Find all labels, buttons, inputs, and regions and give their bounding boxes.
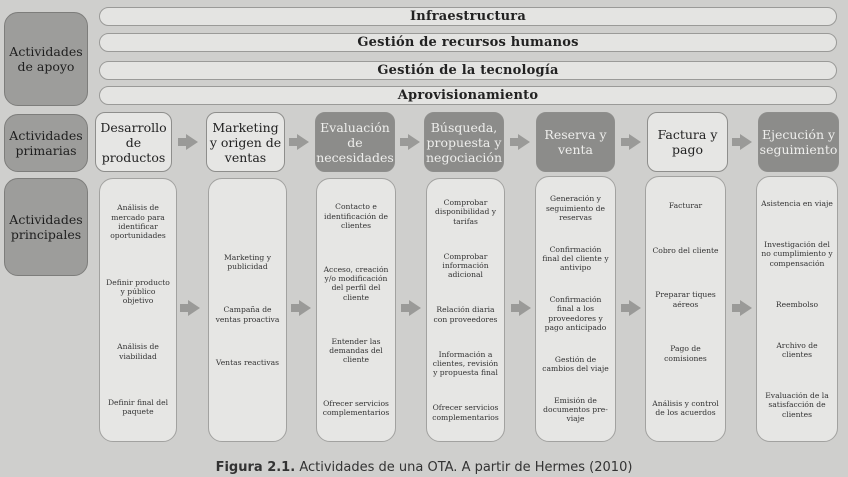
activity-item: Comprobar información adicional xyxy=(442,251,489,280)
activity-item: Pago de comisiones xyxy=(664,344,707,363)
label-main-activities xyxy=(4,178,88,276)
column-desarrollo xyxy=(99,178,177,442)
arrow-right-icon xyxy=(519,300,531,316)
activity-item: Ofrecer servicios complementarios xyxy=(322,399,390,418)
arrow-right-icon xyxy=(297,134,309,150)
activity-item: Gestión de cambios del viaje xyxy=(542,354,609,374)
label-main-text: Actividades principales xyxy=(9,212,83,242)
activity-item: Cobro del cliente xyxy=(652,245,719,255)
activity-item: Confirmación final a los proveedores y pago anticipado xyxy=(544,295,607,332)
arrow-right-icon xyxy=(629,300,641,316)
activity-item: Asistencia en viaje xyxy=(761,198,833,208)
activity-item: Información a clientes, revisión y propuesta final xyxy=(432,349,499,378)
activity-item: Reembolso xyxy=(775,299,819,309)
label-primary-text: Actividades primarias xyxy=(9,128,83,158)
activity-item: Marketing y publicidad xyxy=(224,252,271,272)
activity-item: Comprobar disponibilidad y tarifas xyxy=(434,197,497,226)
arrow-right-icon xyxy=(740,300,752,316)
column-ejecucion xyxy=(756,176,838,442)
primary-reserva: Reserva y venta xyxy=(536,112,615,172)
primary-busqueda: Búsqueda, propuesta y negociación xyxy=(424,112,504,172)
support-bar-tecnologia: Gestión de la tecnología xyxy=(99,61,837,80)
arrow-right-icon xyxy=(408,134,420,150)
activity-item: Acceso, creación y/o modificación del perfil del cliente xyxy=(323,264,389,302)
column-busqueda xyxy=(426,178,505,442)
caption-text: Actividades de una OTA. A partir de Hermes (2010) xyxy=(299,460,633,475)
label-primary-activities xyxy=(4,114,88,172)
activity-item: Entender las demandas del cliente xyxy=(329,336,383,365)
label-support-activities xyxy=(4,12,88,106)
activity-item: Emisión de documentos pre-viaje xyxy=(543,395,608,424)
activity-item: Facturar xyxy=(668,200,703,210)
support-bar-infraestructura: Infraestructura xyxy=(99,7,837,26)
activity-item: Ventas reactivas xyxy=(215,357,280,367)
activity-item: Análisis de viabilidad xyxy=(117,342,159,361)
primary-ejecucion: Ejecución y seguimiento xyxy=(758,112,839,172)
primary-evaluacion: Evaluación de necesidades xyxy=(315,112,395,172)
activity-item: Ofrecer servicios complementarios xyxy=(432,403,499,422)
support-bar-rrhh: Gestión de recursos humanos xyxy=(99,33,837,52)
column-evaluacion xyxy=(316,178,396,442)
arrow-right-icon xyxy=(186,134,198,150)
activity-item: Campaña de ventas proactiva xyxy=(215,305,280,324)
activity-item: Confirmación final del cliente y antivipo xyxy=(542,244,609,273)
activity-item: Definir producto y público objetivo xyxy=(106,277,170,306)
support-bar-aprovisionamiento: Aprovisionamiento xyxy=(99,86,837,105)
column-reserva xyxy=(535,176,616,442)
primary-marketing: Marketing y origen de ventas xyxy=(206,112,285,172)
arrow-right-icon xyxy=(518,134,530,150)
activity-item: Definir final del paquete xyxy=(107,397,169,417)
arrow-right-icon xyxy=(629,134,641,150)
column-factura xyxy=(645,176,726,442)
arrow-right-icon xyxy=(299,300,311,316)
activity-item: Investigación del no cumplimiento y compensación xyxy=(761,239,833,268)
activity-item: Evaluación de la satisfacción de clientes xyxy=(765,391,829,419)
primary-desarrollo: Desarrollo de productos xyxy=(95,112,172,172)
activity-item: Relación diaria con proveedores xyxy=(433,305,498,324)
activity-item: Generación y seguimiento de reservas xyxy=(546,194,605,222)
label-support-text: Actividades de apoyo xyxy=(9,44,83,74)
arrow-right-icon xyxy=(409,300,421,316)
arrow-right-icon xyxy=(188,300,200,316)
activity-item: Archivo de clientes xyxy=(776,340,818,360)
caption-prefix: Figura 2.1. xyxy=(215,460,296,475)
activity-item: Análisis y control de los acuerdos xyxy=(652,398,719,417)
activity-item: Análisis de mercado para identificar oportunidades xyxy=(110,203,166,241)
activity-item: Contacto e identificación de clientes xyxy=(324,202,388,230)
column-marketing xyxy=(208,178,287,442)
primary-factura: Factura y pago xyxy=(647,112,728,172)
activity-item: Preparar tiques aéreos xyxy=(655,290,716,309)
arrow-right-icon xyxy=(740,134,752,150)
figure-caption xyxy=(0,460,848,475)
